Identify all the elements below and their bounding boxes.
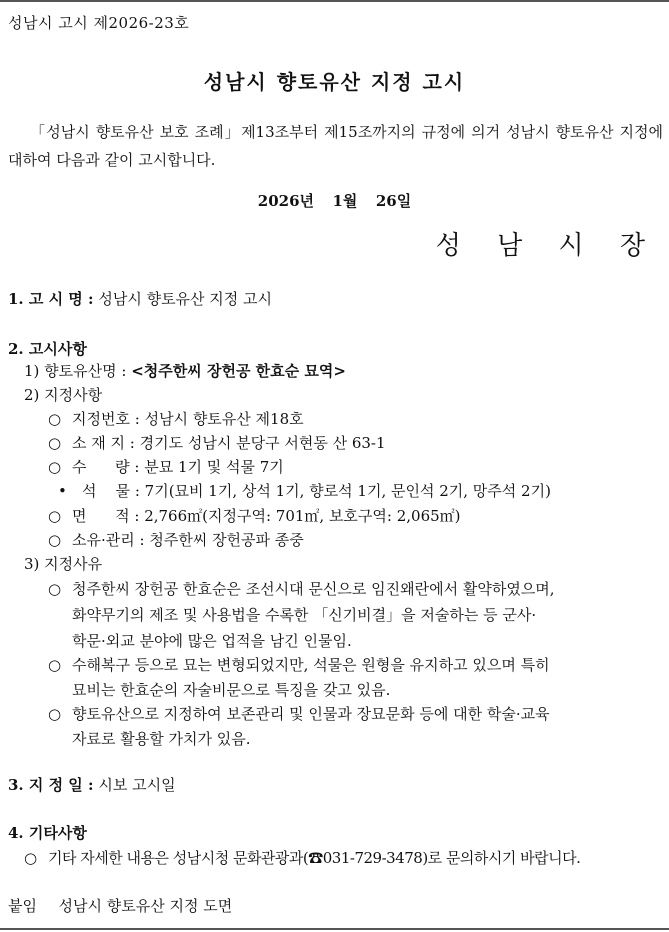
reason-line: 자료로 활용할 가치가 있음.: [72, 730, 251, 748]
section-2-item-3-label: 3) 지정사유: [24, 555, 103, 573]
reason-line: 묘비는 한효순의 자술비문으로 특징을 갖고 있음.: [72, 681, 391, 699]
detail-value: 성남시 향토유산 제18호: [144, 410, 304, 428]
detail-label: 수 량 :: [72, 458, 140, 476]
reason-line: [48, 578, 555, 599]
section-1-label: 1. 고 시 명 :: [8, 290, 94, 308]
top-rule: [0, 0, 669, 2]
section-4-line: [24, 847, 580, 868]
notice-date: 2026년 1월 26일: [257, 192, 412, 210]
reason-line: 학문·외교 분야에 많은 업적을 남긴 인물임.: [72, 632, 352, 650]
section-2-label: 2. 고시사항: [8, 340, 87, 358]
detail-label: 석 물 :: [82, 482, 140, 500]
detail-row: [48, 408, 304, 429]
detail-label: 소 재 지 :: [72, 434, 135, 452]
detail-value: 2,766㎡(지정구역: 701㎡, 보호구역: 2,065㎡): [144, 507, 461, 525]
circle-bullet-icon: ○: [48, 705, 62, 723]
attachment-line: [8, 895, 232, 916]
circle-bullet-icon: ○: [24, 849, 37, 867]
detail-row: [48, 432, 386, 453]
detail-value: 경기도 성남시 분당구 서현동 산 63-1: [139, 434, 386, 452]
section-2-item-1: [24, 360, 346, 381]
circle-bullet-icon: ○: [48, 531, 62, 549]
section-3-label: 3. 지 정 일 :: [8, 776, 94, 794]
section-4-label: 4. 기타사항: [8, 824, 87, 842]
issuer-signature: 성 남 시 장: [435, 231, 659, 261]
reason-text: 수해복구 등으로 묘는 변형되었지만, 석물은 원형을 유지하고 있으며 특히: [72, 656, 550, 674]
circle-bullet-icon: ○: [48, 410, 62, 428]
section-2-item-2-label: 2) 지정사항: [24, 386, 103, 404]
reason-text: 향토유산으로 지정하여 보존관리 및 인물과 장묘문화 등에 대한 학술·교육: [72, 705, 550, 723]
circle-bullet-icon: ○: [48, 434, 62, 452]
heritage-name: <청주한씨 장헌공 한효순 묘역>: [131, 362, 346, 380]
detail-value: 청주한씨 장헌공파 종중: [149, 531, 304, 549]
document-title: 성남시 향토유산 지정 고시: [203, 70, 466, 94]
bottom-rule: [0, 928, 669, 930]
detail-row: [48, 456, 284, 477]
reason-line: [48, 703, 550, 724]
detail-row: [48, 505, 461, 526]
detail-label: 지정번호 :: [72, 410, 140, 428]
attachment-value: 성남시 향토유산 지정 도면: [58, 897, 233, 915]
section-4-text: 기타 자세한 내용은 성남시청 문화관광과(☎031-729-3478)로 문의하시기 바랍니다.: [48, 849, 581, 867]
preamble-paragraph: 「성남시 향토유산 보호 조례」제13조부터 제15조까지의 규정에 의거 성남시 향토유산 지정에 대하여 다음과 같이 고시합니다.: [8, 123, 663, 169]
detail-row: [58, 480, 551, 501]
detail-row: [48, 529, 304, 550]
detail-label: 면 적 :: [72, 507, 140, 525]
circle-bullet-icon: ○: [48, 656, 62, 674]
section-3-value: 시보 고시일: [98, 776, 176, 794]
section-1: [8, 288, 272, 309]
circle-bullet-icon: ○: [48, 580, 62, 598]
attachment-label: 붙임: [8, 897, 37, 915]
section-1-value: 성남시 향토유산 지정 고시: [98, 290, 273, 308]
detail-label: 소유·관리 :: [72, 531, 145, 549]
section-3: [8, 774, 176, 795]
reason-line: 화약무기의 제조 및 사용법을 수록한 「신기비결」을 저술하는 등 군사·: [72, 606, 537, 624]
detail-value: 7기(묘비 1기, 상석 1기, 향로석 1기, 문인석 2기, 망주석 2기): [144, 482, 551, 500]
item-1-label: 1) 향토유산명 :: [24, 362, 127, 380]
circle-bullet-icon: ○: [48, 507, 62, 525]
reason-line: [48, 654, 550, 675]
notice-number: 성남시 고시 제2026-23호: [8, 14, 190, 32]
reason-text: 청주한씨 장헌공 한효순은 조선시대 문신으로 임진왜란에서 활약하였으며,: [72, 580, 555, 598]
circle-bullet-icon: ○: [48, 458, 62, 476]
detail-value: 분묘 1기 및 석물 7기: [144, 458, 284, 476]
dot-bullet-icon: •: [58, 482, 67, 500]
